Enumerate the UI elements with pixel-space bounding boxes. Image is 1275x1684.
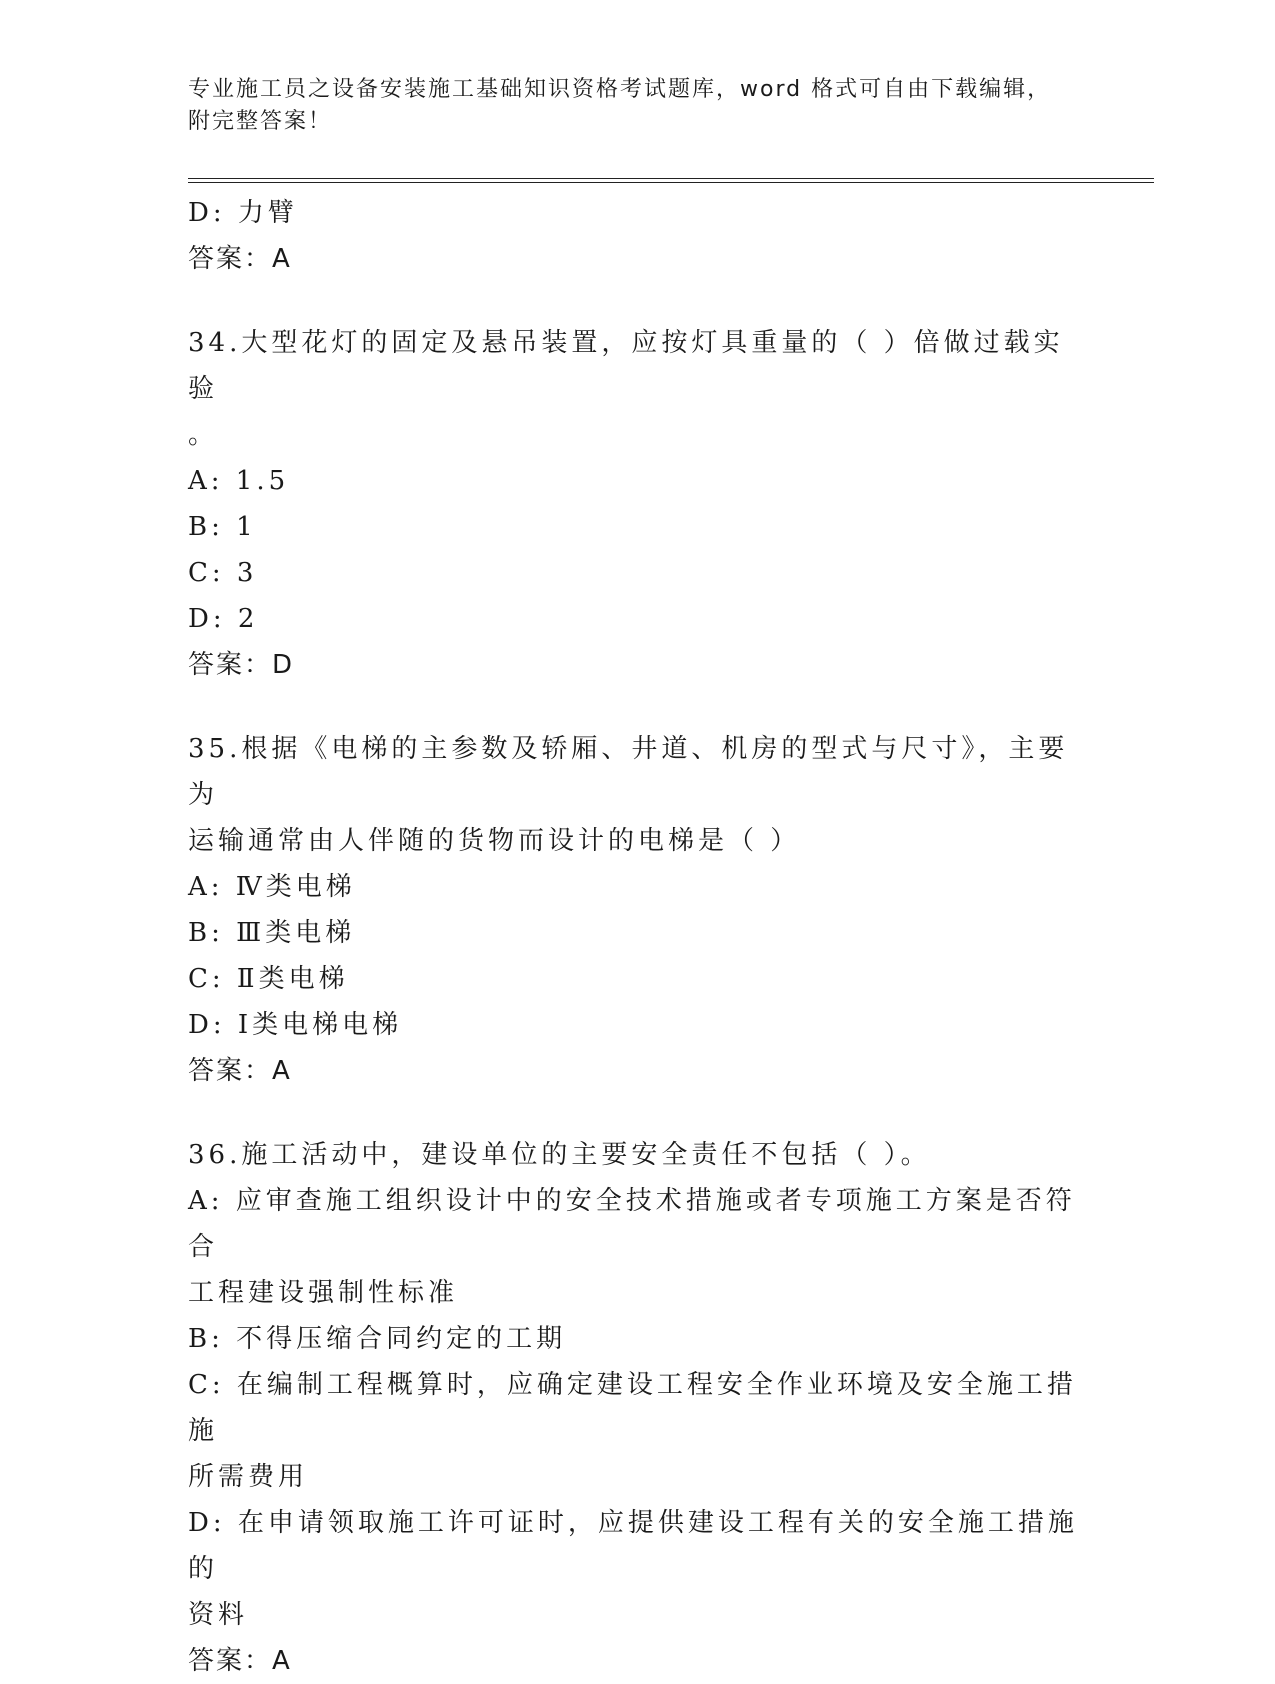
option-c: C: 3	[188, 558, 258, 588]
question-text: 34.大型花灯的固定及悬吊装置，应按灯具重量的（ ）倍做过载实验	[188, 328, 1064, 404]
header-rule-bottom	[188, 182, 1154, 183]
option-d: D: Ⅰ类电梯电梯	[188, 1010, 403, 1040]
option-c-continued: 所需费用	[188, 1462, 309, 1492]
option-b: B: 1	[188, 512, 257, 542]
answer-line: 答案：A	[188, 1056, 292, 1086]
question-34	[188, 320, 1088, 688]
question-text-continued: 运输通常由人伴随的货物而设计的电梯是（ ）	[188, 826, 801, 856]
carryover-block	[188, 190, 1088, 282]
header-rule-top	[188, 178, 1154, 179]
answer-line: 答案：A	[188, 244, 292, 274]
question-text: 35.根据《电梯的主参数及轿厢、井道、机房的型式与尺寸》，主要为	[188, 734, 1069, 810]
option-a: A: 应审查施工组织设计中的安全技术措施或者专项施工方案是否符合	[188, 1186, 1076, 1262]
option-a: A: Ⅳ类电梯	[188, 872, 356, 902]
question-text: 36.施工活动中，建设单位的主要安全责任不包括（ ）。	[188, 1140, 931, 1170]
question-35	[188, 726, 1088, 1094]
header-line-2: 附完整答案！	[188, 109, 333, 134]
option-d: D: 在申请领取施工许可证时，应提供建设工程有关的安全施工措施的	[188, 1508, 1078, 1584]
option-b: B: 不得压缩合同约定的工期	[188, 1324, 567, 1354]
question-text-continued: 。	[188, 420, 219, 450]
option-c: C: 在编制工程概算时，应确定建设工程安全作业环境及安全施工措施	[188, 1370, 1077, 1446]
option-b: B: Ⅲ类电梯	[188, 918, 356, 948]
option-d: D: 2	[188, 604, 259, 634]
question-list	[188, 190, 1088, 1684]
option-a: A: 1.5	[188, 466, 290, 496]
answer-line: 答案：A	[188, 1646, 292, 1676]
option-a-continued: 工程建设强制性标准	[188, 1278, 459, 1308]
header-line-1: 专业施工员之设备安装施工基础知识资格考试题库，word 格式可自由下载编辑，	[188, 77, 1052, 102]
option-d: D: 力臂	[188, 198, 298, 228]
question-36	[188, 1132, 1088, 1684]
answer-line: 答案：D	[188, 650, 295, 680]
document-header	[188, 74, 1088, 138]
option-d-continued: 资料	[188, 1600, 249, 1630]
option-c: C: Ⅱ类电梯	[188, 964, 349, 994]
